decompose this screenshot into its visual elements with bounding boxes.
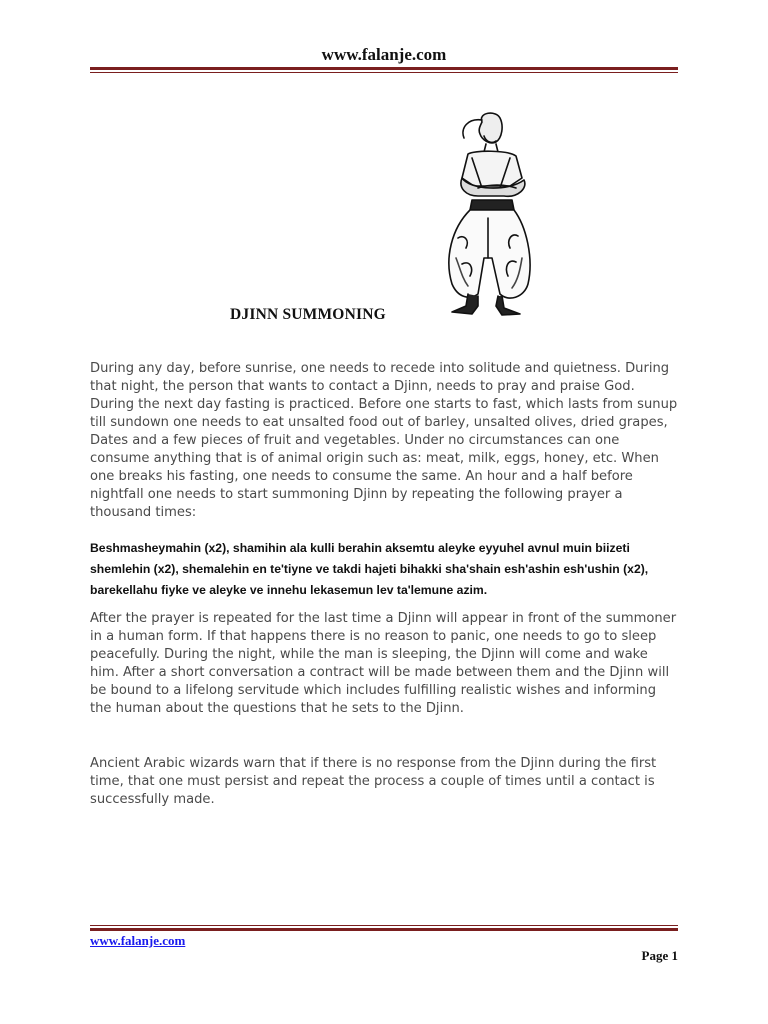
footer-rule <box>90 925 678 931</box>
document-title: DJINN SUMMONING <box>230 306 386 323</box>
intro-paragraph: During any day, before sunrise, one needs to recede into solitude and quietness. During that night, the person that wants to contact a Djinn, needs to pray and praise God. During the next day fasting is practiced. Before one starts to fast, which lasts from sunup till sundown one needs to eat unsalted food out of barley, unsalted olives, dried grapes, Dates and a few pieces of fruit and vegetables. Under no circumstances can one consume anything that is of animal origin such as: meat, milk, eggs, honey, etc. When one breaks his fasting, one needs to consume the same. An hour and a half before nightfall one needs to start summoning Djinn by repeating the following prayer a thousand times: <box>90 361 678 520</box>
djinn-figure-illustration <box>408 108 568 323</box>
page-number: Page 1 <box>641 948 678 963</box>
result-paragraph: After the prayer is repeated for the last time a Djinn will appear in front of the summoner in a human form. If that happens there is no reason to panic, one needs to go to sleep peacefully. During the night, while the man is sleeping, the Djinn will come and wake him. After a short conversation a contract will be made between them and the Djinn will be bound to a lifelong servitude which includes fulfilling realistic wishes and informing the human about the questions that he sets to the Djinn. <box>90 611 677 716</box>
header-rule <box>90 67 678 73</box>
header-site-url: www.falanje.com <box>321 45 447 64</box>
prayer-text: Beshmasheymahin (x2), shamihin ala kulli berahin aksemtu aleyke eyyuhel avnul muin biizeti shemlehin (x2), shemalehin en te'tiyne ve takdi hajeti bihakki sha'shain esh'ashin esh'ushin (x2), barekellahu fiyke ve aleyke ve innehu lekasemun lev ta'lemune azim. <box>90 541 649 597</box>
footer-site-link[interactable]: www.falanje.com <box>90 933 186 948</box>
warning-paragraph: Ancient Arabic wizards warn that if there is no response from the Djinn during the first time, that one must persist and repeat the process a couple of times until a contact is successfully made. <box>90 756 657 807</box>
